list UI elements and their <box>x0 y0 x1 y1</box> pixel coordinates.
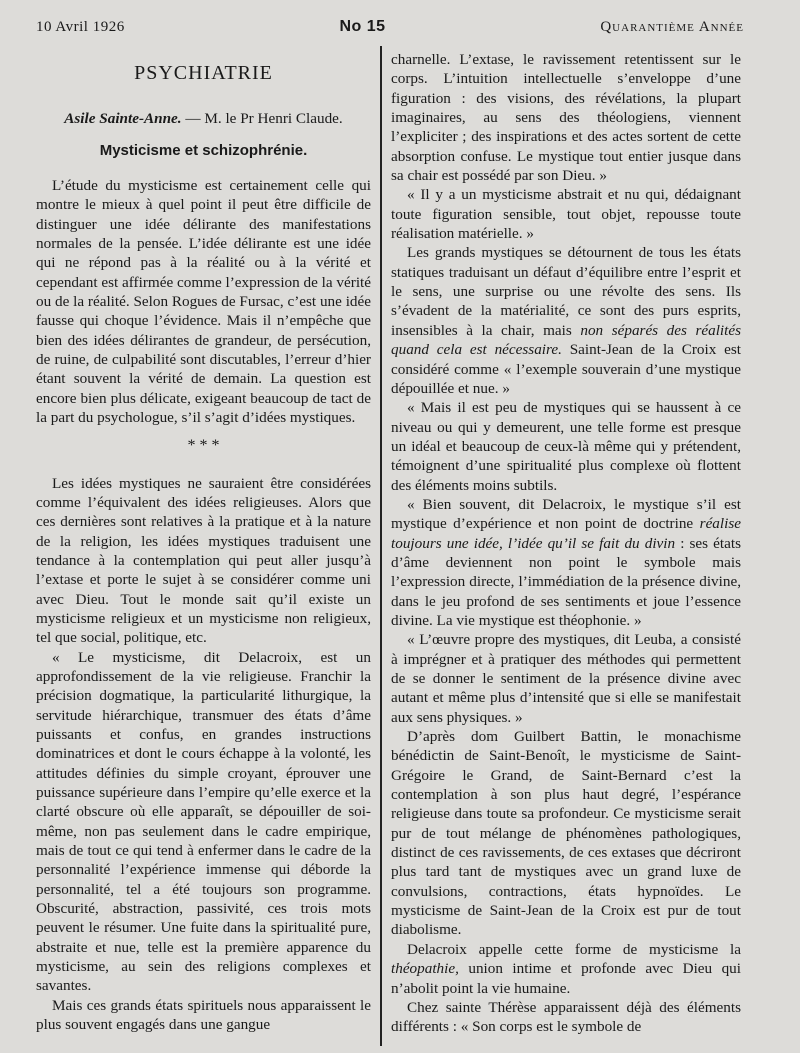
paragraph: « L’œuvre propre des mystiques, dit Leuba, a consisté à imprégner et à pratiquer des méthodes qui permettent de se donner le sentiment de la présence divine avec autant et même plus d’intensité que si elle se manifestait aux sens physiques. » <box>391 631 741 726</box>
byline-author: — M. le Pr Henri Claude. <box>185 110 343 128</box>
paragraph: D’après dom Guilbert Battin, le monachisme bénédictin de Saint-Benoît, le mysticisme de Saint-Grégoire le Grand, de Saint-Bernard c’est la contemplation à son plus haut degré, l’espérance religieuse dans toute sa profondeur. Ce mysticisme serait pur de tout mélange de phénomènes pathologiques, distinct de ces ravissements, de ces extases que décriront plus tard tant de mystiques avec un grand luxe de convulsions, contractions, états hypnoïdes. Le mysticisme de Saint-Jean de la Croix est pur de tout diabolisme. <box>391 728 741 939</box>
paragraph: « Le mysticisme, dit Delacroix, est un approfondissement de la vie religieuse. Franchir la précision dogmatique, la particularité lithurgique, la servitude hiérarchique, transmuer des états d’âme puissants et confus, en grandes instructions dominatrices et dont le cours échappe à la volonté, les attitudes définies du simple croyant, éprouver une puissance supérieure dans l’empire qu’elle exerce et la clarté obscure où elle apparaît, se dépouiller de soi-même, non pas seulement dans le cadre empirique, mais de tout ce qui tend à enfermer dans le cadre de la personnalité l’expérience immense qui déborde la personnalité, tel a été toujours son programme. Obscurité, abstraction, passivité, ces trois mots peuvent le résumer. Une fuite dans la spiritualité pure, abstraite et nue, telle est la première apparence du mysticisme, au sein des religions complexes et savantes. <box>36 648 371 995</box>
byline-venue: Asile Sainte-Anne. <box>64 110 182 128</box>
italic-run: réalise toujours une idée, l’idée qu’il se fait du divin <box>391 515 741 552</box>
paragraph: Les idées mystiques ne sauraient être considérées comme l’équivalent des idées religieuses. Alors que ces dernières sont relatives à la pratique et à la nature de la religion, les idées mystiques traduisent une tendance à la contemplation qui peut aller jusqu’à l’extase et porte le sujet à se considérer comme uni avec Dieu. Tout le monde sait qu’il existe un mysticisme religieux et un mysticisme non religieux, tel que social, politique, etc. <box>36 474 371 647</box>
paragraph <box>391 940 741 998</box>
text-run: Saint-Jean de la Croix est considéré comme « l’exemple souverain d’une mystique dépouillée et nue. » <box>391 341 741 397</box>
text-run: Les grands mystiques se détournent de tous les états statiques traduisant un défaut d’équilibre entre l’esprit et le sens, une surprise ou une révolte des sens. Ils s’évadent de la matérialité, ce sont des purs esprits, insensibles à la chair, mais <box>391 244 741 339</box>
article-title: Mysticisme et schizophrénie. <box>99 141 308 159</box>
text-run: Delacroix appelle cette forme de mysticisme la <box>407 940 741 958</box>
page-header <box>36 16 744 38</box>
asterism-separator: * * * <box>187 436 220 454</box>
paragraph <box>391 243 741 398</box>
text-run: : ses états d’âme deviennent non point le symbole mais l’expression directe, l’immédiation de la présence divine, dans le jeu profond de ses sentiments et joue l’essence divine. La vie mystique est théophonie. » <box>391 534 741 629</box>
text-run: union intime et profonde avec Dieu qui n’abolit point la vie humaine. <box>391 960 741 997</box>
italic-run: non séparés des réalités quand cela est nécessaire. <box>391 321 741 359</box>
paragraph: « Il y a un mysticisme abstrait et nu qui, dédaignant toute figuration sensible, tout objet, repousse toute réalisation matérielle. » <box>391 186 741 243</box>
issue-number: No 15 <box>339 18 386 35</box>
issue-date: 10 Avril 1926 <box>36 18 125 35</box>
paragraph: L’étude du mysticisme est certainement celle qui montre le mieux à quel point il peut être difficile de distinguer une idée délirante des manifestations normales de la pensée. L’idée délirante est une idée qui ne répond pas à la réalité ou à la vérité et cependant est affirmée comme l’expression de la vérité ou de la réalité. Selon Rogues de Fursac, c’est une idée fausse qui choque l’évidence. Mais il n’empêche que bien des idées délirantes de grandeur, de persécution, de ruine, de culpabilité sont discutables, l’erreur d’hier étant souvent la vérité de demain. La question est encore bien plus délicate, exigeant beaucoup de tact de la part du psychologue, s’il s’agit d’idées mystiques. <box>36 177 371 427</box>
paragraph <box>391 495 741 630</box>
italic-run: théopathie, <box>391 960 459 978</box>
section-title: PSYCHIATRIE <box>134 62 273 84</box>
paragraph: Chez sainte Thérèse apparaissent déjà des éléments différents : « Son corps est le symbole de <box>391 998 741 1036</box>
right-column <box>391 50 741 1037</box>
paragraph: charnelle. L’extase, le ravissement retentissent sur le corps. L’intuition intellectuelle s’enveloppe d’une figuration : des visions, des révélations, la plupart imaginaires, au sens des théologiens, viennent l’expliciter ; des inspirations et des actes sortent de cette absorption confuse. Le mystique tout entier jusque dans sa chair est possédé par son Dieu. » <box>391 51 741 185</box>
column-divider <box>380 46 382 1046</box>
left-column <box>36 52 371 1034</box>
volume-year: Quarantième Année <box>600 18 744 35</box>
paragraph: Mais ces grands états spirituels nous apparaissent le plus souvent engagés dans une gangue <box>36 996 371 1034</box>
paragraph: « Mais il est peu de mystiques qui se haussent à ce niveau ou qui y demeurent, une telle forme est presque un idéal et beaucoup de ceux-là même qui y prétendent, témoignent d’une spiritualité plus complexe où flottent des éléments moins subtils. <box>391 399 741 494</box>
text-run: « Bien souvent, dit Delacroix, le mystique s’il est mystique d’expérience et non point de doctrine <box>391 495 741 533</box>
byline <box>36 109 371 128</box>
